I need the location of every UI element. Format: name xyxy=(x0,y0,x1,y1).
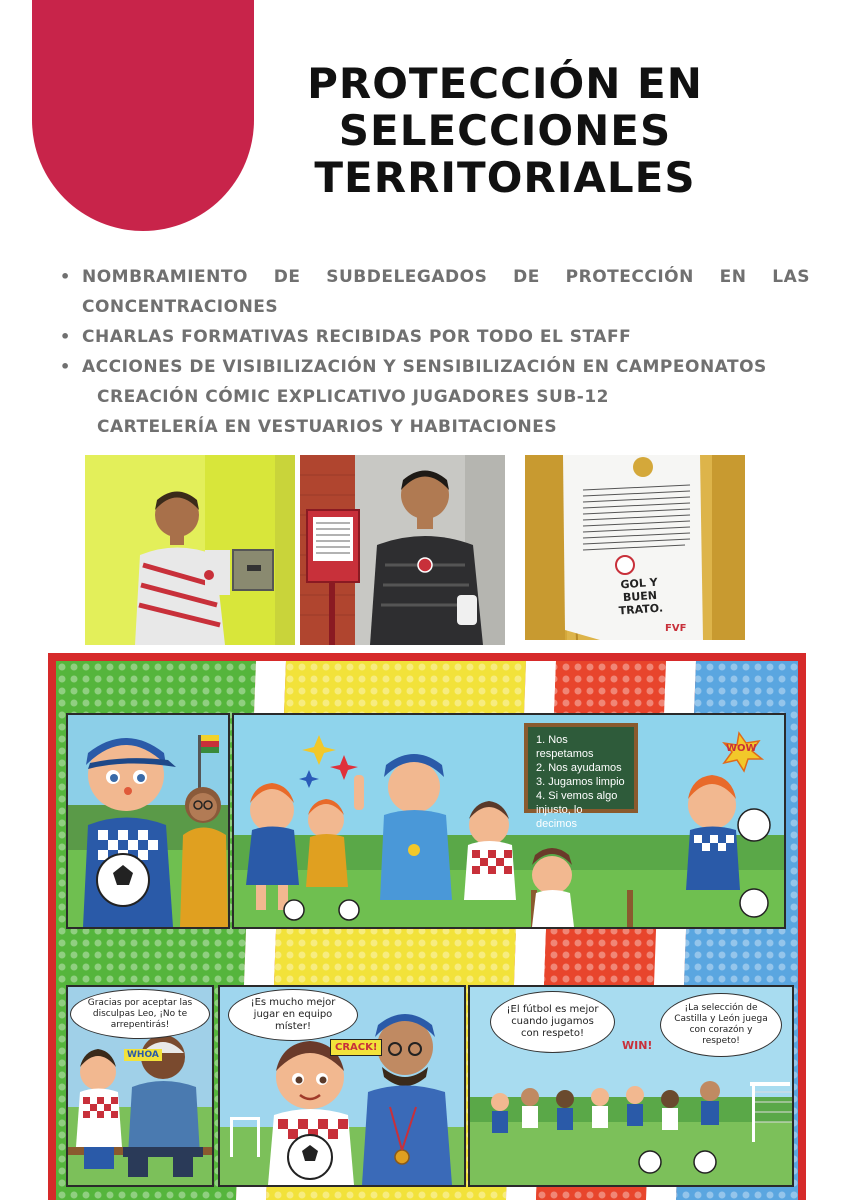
rule-4-cont: injusto, lo decimos xyxy=(536,804,583,830)
speech-bubble-apology: Gracias por aceptar las disculpas Leo, ¡No te arrepentirás! xyxy=(70,989,210,1039)
comic-panel-4 xyxy=(218,985,466,1187)
bullet-list xyxy=(60,262,810,442)
bullet-dot-icon: • xyxy=(60,357,71,376)
rule-2: 2. Nos ayudamos xyxy=(536,762,622,774)
sfx-wow: WOW xyxy=(726,743,757,754)
comic-panel-1 xyxy=(66,713,230,929)
page-title xyxy=(290,60,720,201)
comic-background xyxy=(56,661,798,1200)
panel-2-illustration xyxy=(234,715,784,927)
comic-panel-5 xyxy=(468,985,794,1187)
sub-item-1: CREACIÓN CÓMIC EXPLICATIVO JUGADORES SUB-12 xyxy=(97,387,609,407)
bullet-item-1-line-1: NOMBRAMIENTO DE SUBDELEGADOS DE PROTECCIÓN EN LAS xyxy=(82,267,810,287)
title-line-1: PROTECCIÓN EN xyxy=(307,59,703,108)
comic-panel-2 xyxy=(232,713,786,929)
sfx-whoa: WHOA xyxy=(124,1049,162,1061)
speech-bubble-castilla: ¡La selección de Castilla y León juega con corazón y respeto! xyxy=(660,993,782,1057)
rule-4: 4. Si vemos algo xyxy=(536,790,618,802)
comic-strip xyxy=(48,653,806,1200)
rule-3: 3. Jugamos limpio xyxy=(536,776,625,788)
bullet-item-3: • ACCIONES DE VISIBILIZACIÓN Y SENSIBILIZACIÓN EN CAMPEONATOS xyxy=(60,352,810,382)
panel-1-illustration xyxy=(68,715,228,927)
bullet-item-2: • CHARLAS FORMATIVAS RECIBIDAS POR TODO EL STAFF xyxy=(60,322,810,352)
photo-players-poster xyxy=(85,455,505,645)
rules-chalkboard xyxy=(524,723,638,830)
speech-bubble-mister: ¡Es mucho mejor jugar en equipo míster! xyxy=(228,989,358,1041)
sign-federation-logo: FVF xyxy=(665,623,687,634)
speech-bubble-respeto: ¡El fútbol es mejor cuando jugamos con respeto! xyxy=(490,991,615,1053)
players-photo-illustration xyxy=(85,455,505,645)
photo-door-hanger-sign xyxy=(525,455,745,640)
bullet-dot-icon: • xyxy=(60,267,71,286)
comic-panel-3 xyxy=(66,985,214,1187)
sfx-win: WIN! xyxy=(622,1039,653,1052)
sign-logo-text: GOL Y BUEN TRATO. xyxy=(618,575,664,618)
bullet-item-1-line-2: CONCENTRACIONES xyxy=(82,297,279,317)
sfx-crack: CRACK! xyxy=(330,1039,382,1056)
decorative-red-shape xyxy=(32,0,254,231)
bullet-dot-icon: • xyxy=(60,327,71,346)
bullet-item-1 xyxy=(60,262,810,322)
rule-1: 1. Nos respetamos xyxy=(536,734,594,760)
title-line-3: TERRITORIALES xyxy=(314,153,696,202)
title-line-2: SELECCIONES xyxy=(338,106,672,155)
sub-item-2: CARTELERÍA EN VESTUARIOS Y HABITACIONES xyxy=(97,417,558,437)
